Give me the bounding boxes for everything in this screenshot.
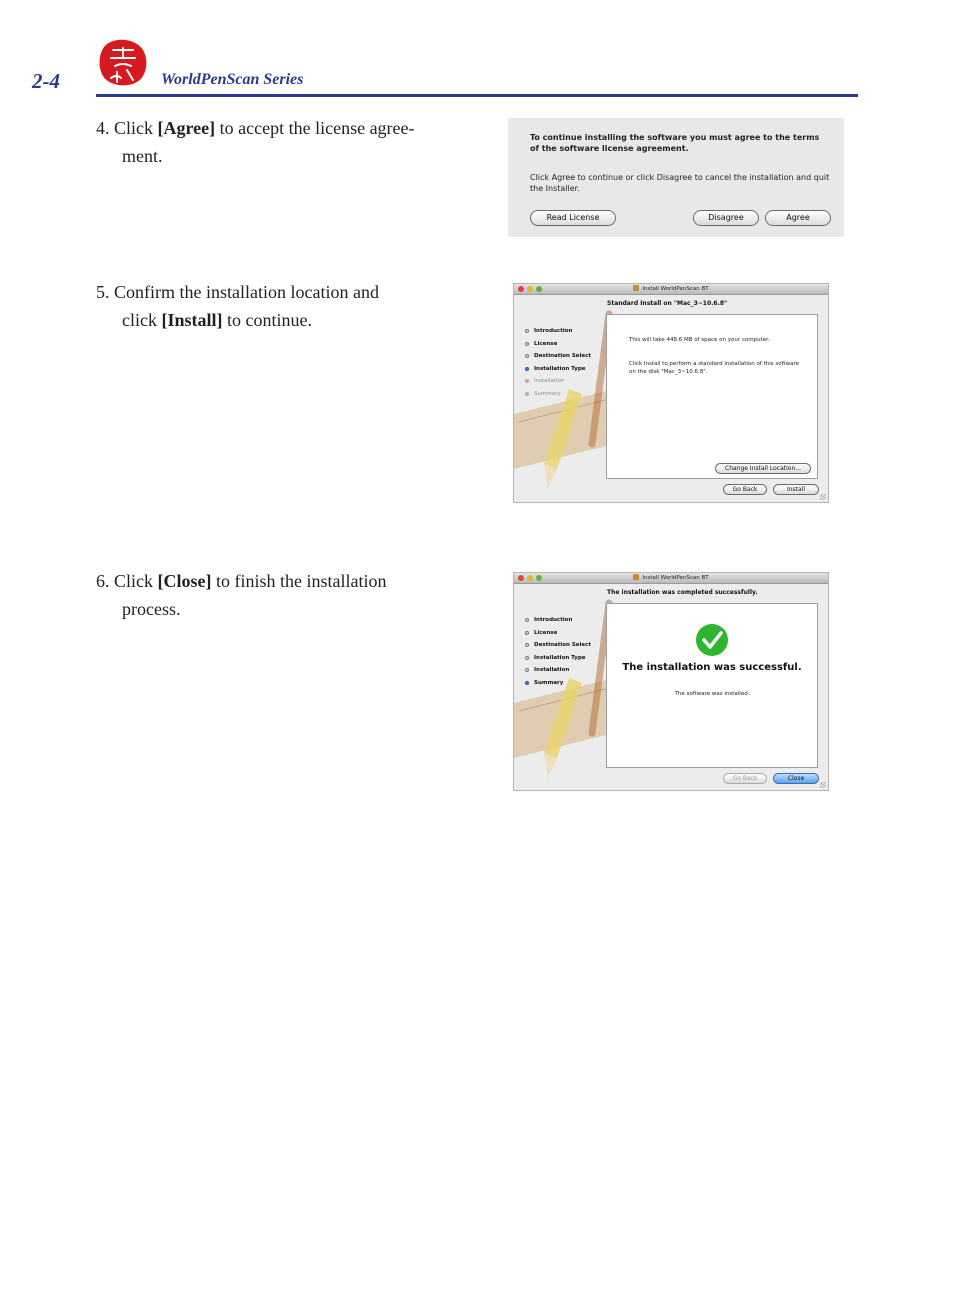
step-bullet-icon — [525, 379, 529, 383]
installer-steps — [525, 325, 591, 400]
go-back-button[interactable]: Go Back — [723, 773, 767, 784]
step-bullet-icon — [525, 656, 529, 660]
install-info-text: Click Install to perform a standard installation of this software on the disk "Mac_3~10.6.8". — [629, 361, 799, 375]
header-rule — [96, 94, 858, 97]
step-item-summary — [525, 388, 591, 401]
step-label: Destination Select — [534, 642, 592, 648]
step-text: to finish the installation — [211, 571, 387, 591]
step-label: Introduction — [534, 617, 573, 623]
license-message: Click Agree to continue or click Disagree to cancel the installation and quit the Installer. — [530, 173, 830, 193]
pane-heading: Standard Install on "Mac_3~10.6.8" — [607, 300, 728, 307]
license-message-bold: To continue installing the software you must agree to the terms of the software license agreement. — [530, 133, 820, 153]
space-required-text: This will take 448.6 MB of space on your computer. — [629, 337, 770, 343]
step-bullet-icon — [525, 618, 529, 622]
step-text: Confirm the installation location and — [114, 282, 379, 302]
window-title — [514, 284, 828, 294]
step-keyword: [Install] — [161, 310, 223, 330]
step-text: Click — [114, 571, 158, 591]
step-item-license — [525, 338, 591, 351]
step-item-installation — [525, 664, 591, 677]
disagree-button[interactable]: Disagree — [693, 210, 759, 226]
resize-grip-icon[interactable] — [820, 494, 826, 500]
step-continuation — [96, 306, 476, 334]
step-item-installation — [525, 375, 591, 388]
success-subtitle: The software was installed. — [674, 691, 750, 697]
package-icon — [633, 574, 639, 580]
step-text: Click — [114, 118, 158, 138]
step-text: to continue. — [222, 310, 312, 330]
step-label: License — [534, 340, 558, 347]
step-item-destination — [525, 350, 591, 363]
step-item-introduction — [525, 325, 591, 338]
step-bullet-icon — [525, 668, 529, 672]
license-sheet — [508, 118, 844, 237]
step-bullet-icon — [525, 631, 529, 635]
brand-logo — [97, 36, 149, 88]
step-text: click — [122, 310, 162, 330]
step-4 — [96, 114, 476, 170]
step-5 — [96, 278, 476, 334]
read-license-button[interactable]: Read License — [530, 210, 616, 226]
change-install-location-button[interactable]: Change Install Location... — [715, 463, 811, 474]
success-check-icon — [695, 623, 729, 657]
step-number: 4. — [96, 118, 110, 138]
pane-heading: The installation was completed successfully. — [607, 589, 758, 596]
step-label: Summary — [534, 679, 564, 686]
step-label: License — [534, 629, 558, 636]
success-title: The installation was successful. — [622, 662, 802, 673]
agree-button[interactable]: Agree — [765, 210, 831, 226]
step-label: Installation Type — [534, 365, 586, 372]
step-number: 5. — [96, 282, 110, 302]
step-bullet-icon — [525, 342, 529, 346]
step-number: 6. — [96, 571, 110, 591]
step-item-installation-type — [525, 363, 591, 376]
step-label: Summary — [534, 390, 561, 397]
step-continuation: ment. — [122, 146, 163, 166]
package-icon — [633, 285, 639, 291]
step-bullet-icon — [525, 392, 529, 396]
install-button[interactable]: Install — [773, 484, 819, 495]
step-label: Installation — [534, 667, 570, 673]
page-number: 2-4 — [32, 69, 60, 93]
step-item-summary — [525, 677, 591, 690]
step-bullet-icon — [525, 643, 529, 647]
step-keyword: [Agree] — [157, 118, 216, 138]
step-item-installation-type — [525, 652, 591, 665]
step-keyword: [Close] — [157, 571, 212, 591]
step-bullet-icon — [525, 329, 529, 333]
step-item-license — [525, 627, 591, 640]
window-title-text: Install WorldPenScan BT — [642, 575, 709, 581]
step-item-destination — [525, 639, 591, 652]
step-label: Introduction — [534, 328, 573, 334]
step-label: Installation Type — [534, 654, 586, 661]
installer-window-summary — [513, 572, 829, 791]
window-title-text: Install WorldPenScan BT — [642, 286, 709, 292]
step-6 — [96, 567, 476, 623]
resize-grip-icon[interactable] — [820, 782, 826, 788]
content-panel — [606, 314, 818, 479]
step-text: to accept the license agree- — [215, 118, 415, 138]
go-back-button[interactable]: Go Back — [723, 484, 767, 495]
step-bullet-icon — [525, 367, 529, 371]
close-button[interactable]: Close — [773, 773, 819, 784]
step-label: Destination Select — [534, 353, 592, 359]
step-label: Installation — [534, 378, 565, 384]
series-title: WorldPenScan Series — [161, 71, 304, 88]
step-bullet-icon — [525, 681, 529, 685]
installer-steps — [525, 614, 591, 689]
installer-window-install — [513, 283, 829, 503]
window-title — [514, 573, 828, 583]
step-continuation: process. — [122, 599, 181, 619]
step-bullet-icon — [525, 354, 529, 358]
content-panel — [606, 603, 818, 768]
step-item-introduction — [525, 614, 591, 627]
